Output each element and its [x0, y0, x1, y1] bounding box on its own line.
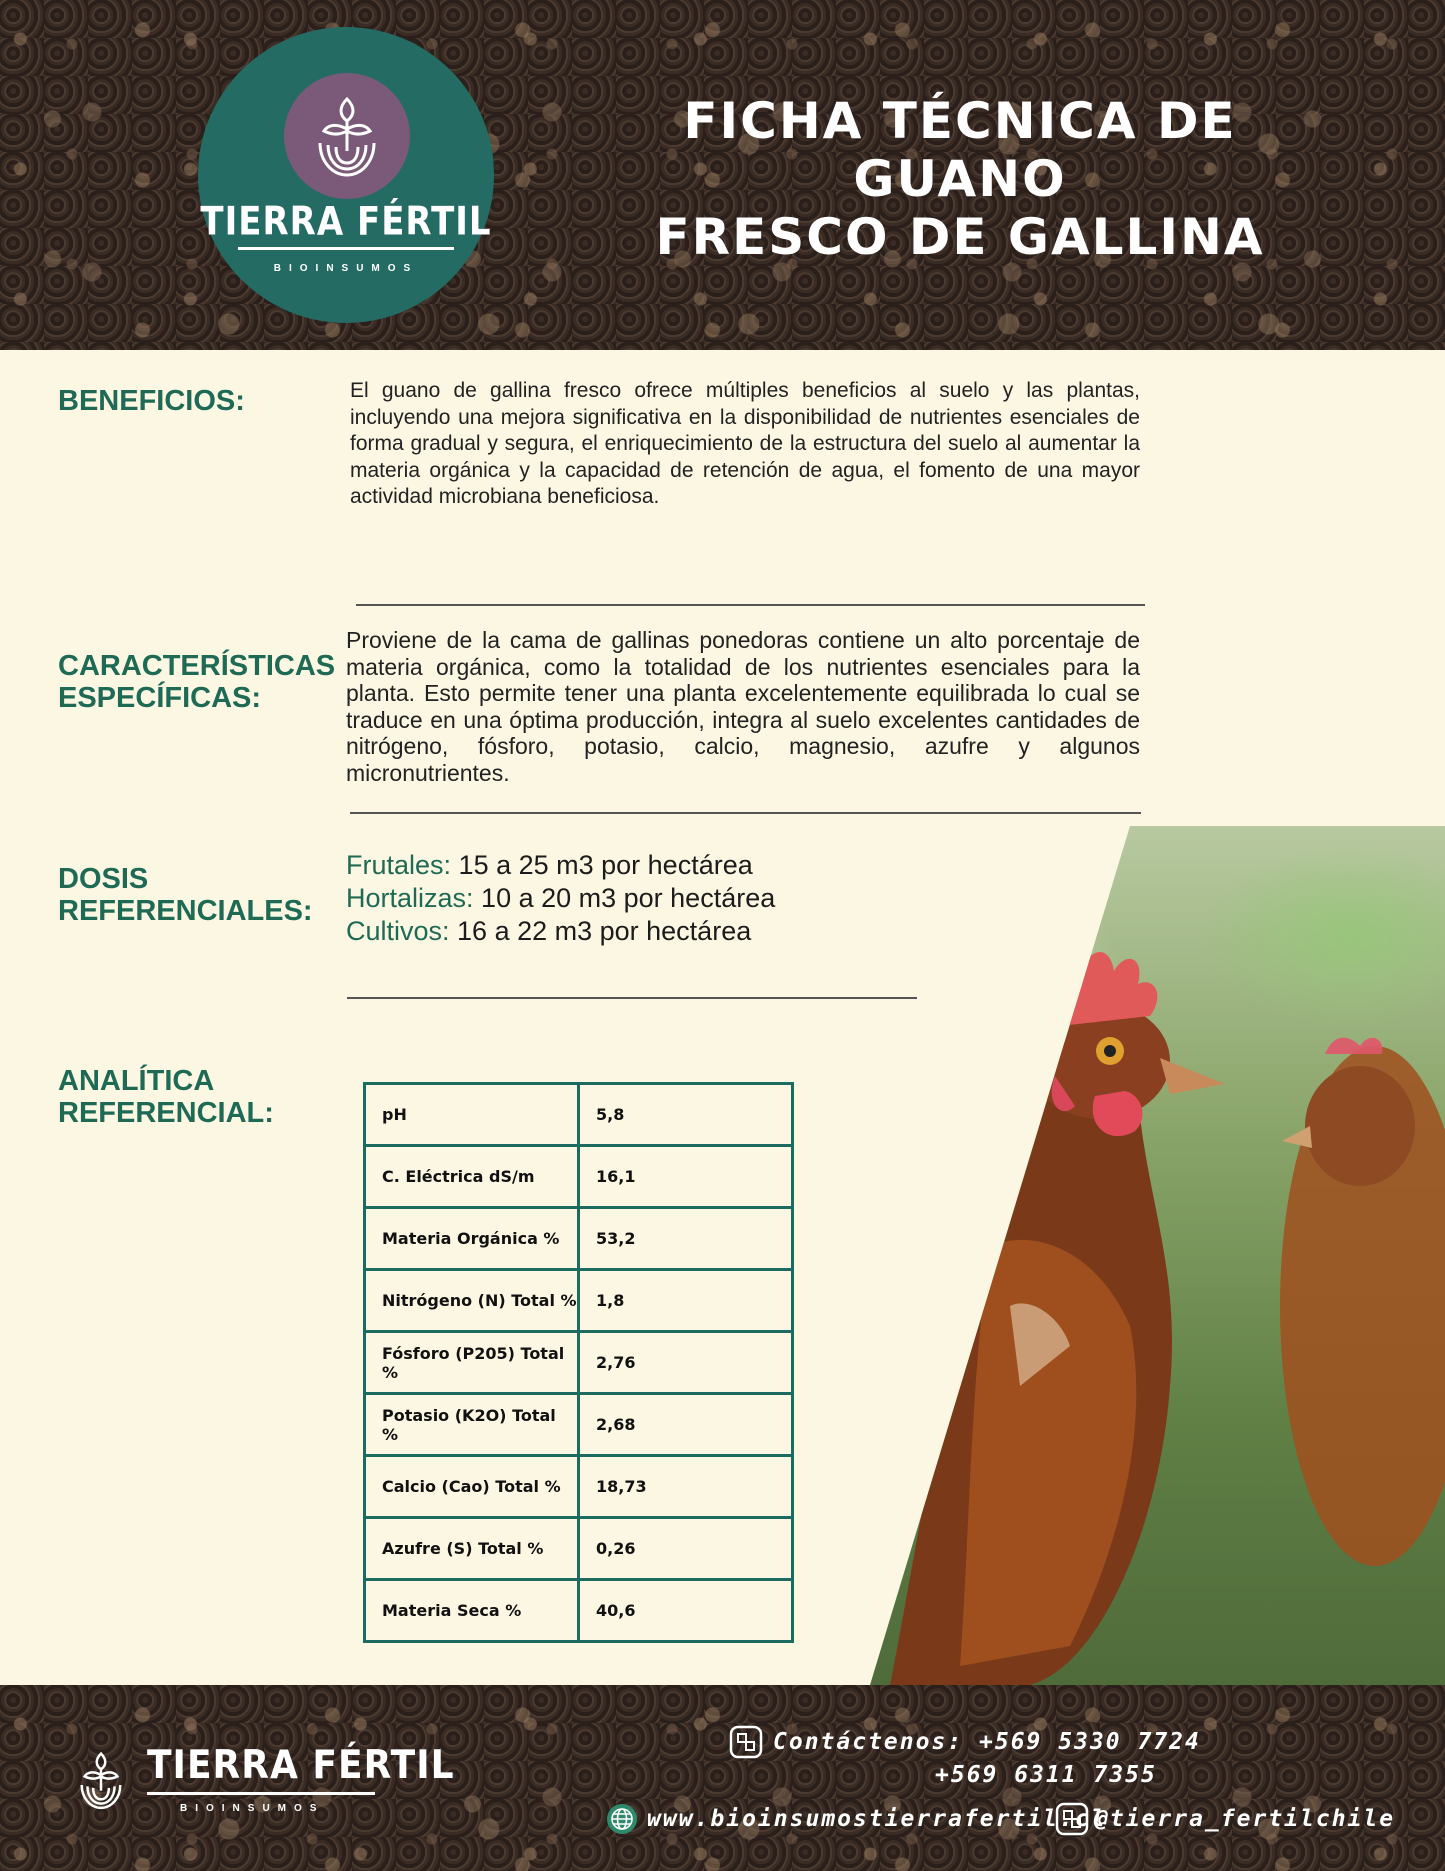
dosis-item: [346, 849, 775, 882]
table-cell-value: 2,76: [579, 1332, 793, 1394]
divider-3: [347, 997, 917, 999]
dosis-item-key: Hortalizas:: [346, 883, 474, 913]
table-row: [365, 1332, 793, 1394]
table-cell-param: Calcio (Cao) Total %: [365, 1456, 579, 1518]
table-row: [365, 1146, 793, 1208]
table-row: [365, 1456, 793, 1518]
table-row: [365, 1270, 793, 1332]
table-row: [365, 1084, 793, 1146]
hen-illustration: [870, 826, 1445, 1685]
table-cell-param: Fósforo (P205) Total %: [365, 1332, 579, 1394]
dosis-label: [58, 863, 313, 927]
beneficios-label: BENEFICIOS:: [58, 385, 245, 417]
page-title-line1: FICHA TÉCNICA DE GUANO: [683, 92, 1237, 208]
hens-photo: [870, 826, 1445, 1685]
analitica-label: [58, 1065, 274, 1129]
caracteristicas-label: [58, 650, 335, 714]
instagram-handle[interactable]: @tierra_fertilchile: [1094, 1806, 1396, 1832]
table-cell-param: pH: [365, 1084, 579, 1146]
footer-logo-title: TIERRA FÉRTIL: [147, 1742, 455, 1789]
dosis-item-key: Frutales:: [346, 850, 452, 880]
analitica-label-line1: ANALÍTICA: [58, 1065, 215, 1097]
table-cell-param: C. Eléctrica dS/m: [365, 1146, 579, 1208]
page-title-line2: FRESCO DE GALLINA: [655, 208, 1265, 266]
table-cell-value: 2,68: [579, 1394, 793, 1456]
dosis-list: [346, 849, 775, 948]
dosis-item-key: Cultivos:: [346, 916, 450, 946]
table-cell-value: 5,8: [579, 1084, 793, 1146]
footer-logo-subtitle: BIOINSUMOS: [180, 1803, 325, 1814]
divider-1: [356, 604, 1145, 606]
footer-logo-underline: [147, 1792, 375, 1795]
dosis-item-value: 16 a 22 m3 por hectárea: [449, 916, 752, 946]
table-cell-param: Materia Seca %: [365, 1580, 579, 1642]
plant-logo-icon: [284, 73, 410, 199]
logo-underline: [238, 247, 454, 250]
dosis-label-line2: REFERENCIALES:: [58, 895, 313, 927]
table-row: [365, 1580, 793, 1642]
dosis-item: [346, 915, 775, 948]
instagram-icon: [1055, 1802, 1089, 1836]
table-cell-param: Nitrógeno (N) Total %: [365, 1270, 579, 1332]
table-cell-value: 18,73: [579, 1456, 793, 1518]
footer-plant-logo-icon: [76, 1740, 126, 1820]
brand-logo: [198, 27, 494, 323]
page-title: [600, 92, 1320, 266]
table-cell-param: Azufre (S) Total %: [365, 1518, 579, 1580]
phone-icon: [729, 1725, 763, 1759]
caracteristicas-label-line2: ESPECÍFICAS:: [58, 682, 262, 714]
analitica-label-line2: REFERENCIAL:: [58, 1097, 274, 1129]
table-row: [365, 1208, 793, 1270]
table-cell-param: Potasio (K2O) Total %: [365, 1394, 579, 1456]
analitica-table: [363, 1082, 794, 1643]
globe-icon: [605, 1802, 639, 1836]
contact-phone-2: +569 6311 7355: [935, 1762, 1157, 1788]
table-cell-value: 53,2: [579, 1208, 793, 1270]
logo-title: TIERRA FÉRTIL: [200, 199, 492, 245]
contact-phone-1: Contáctenos: +569 5330 7724: [773, 1729, 1201, 1755]
caracteristicas-text: Proviene de la cama de gallinas ponedoras contiene un alto porcentaje de materia orgánica, como la totalidad de los nutrientes esenciales para la planta. Esto permite tener una planta excelentemente equilibrada lo cual se traduce en una óptima producción, integra al suelo excelentes cantidades de nitrógeno, fósforo, potasio, calcio, magnesio, azufre y algunos micronutrientes.: [346, 627, 1140, 786]
table-row: [365, 1518, 793, 1580]
table-cell-value: 40,6: [579, 1580, 793, 1642]
dosis-item: [346, 882, 775, 915]
caracteristicas-label-line1: CARACTERÍSTICAS: [58, 650, 336, 682]
dosis-item-value: 15 a 25 m3 por hectárea: [451, 850, 753, 880]
divider-2: [350, 812, 1141, 814]
table-cell-value: 16,1: [579, 1146, 793, 1208]
beneficios-text: El guano de gallina fresco ofrece múltiples beneficios al suelo y las plantas, incluyendo una mejora significativa en la disponibilidad de nutrientes esenciales de forma gradual y segura, el enriquecimiento de la estructura del suelo al aumentar la materia orgánica y la capacidad de retención de agua, el fomento de una mayor actividad microbiana beneficiosa.: [350, 379, 1140, 508]
table-cell-value: 1,8: [579, 1270, 793, 1332]
table-cell-value: 0,26: [579, 1518, 793, 1580]
table-cell-param: Materia Orgánica %: [365, 1208, 579, 1270]
dosis-item-value: 10 a 20 m3 por hectárea: [473, 883, 776, 913]
table-row: [365, 1394, 793, 1456]
logo-subtitle: BIOINSUMOS: [273, 263, 419, 274]
website-link[interactable]: www.bioinsumostierrafertil.cl: [647, 1806, 1107, 1832]
dosis-label-line1: DOSIS: [58, 863, 149, 895]
